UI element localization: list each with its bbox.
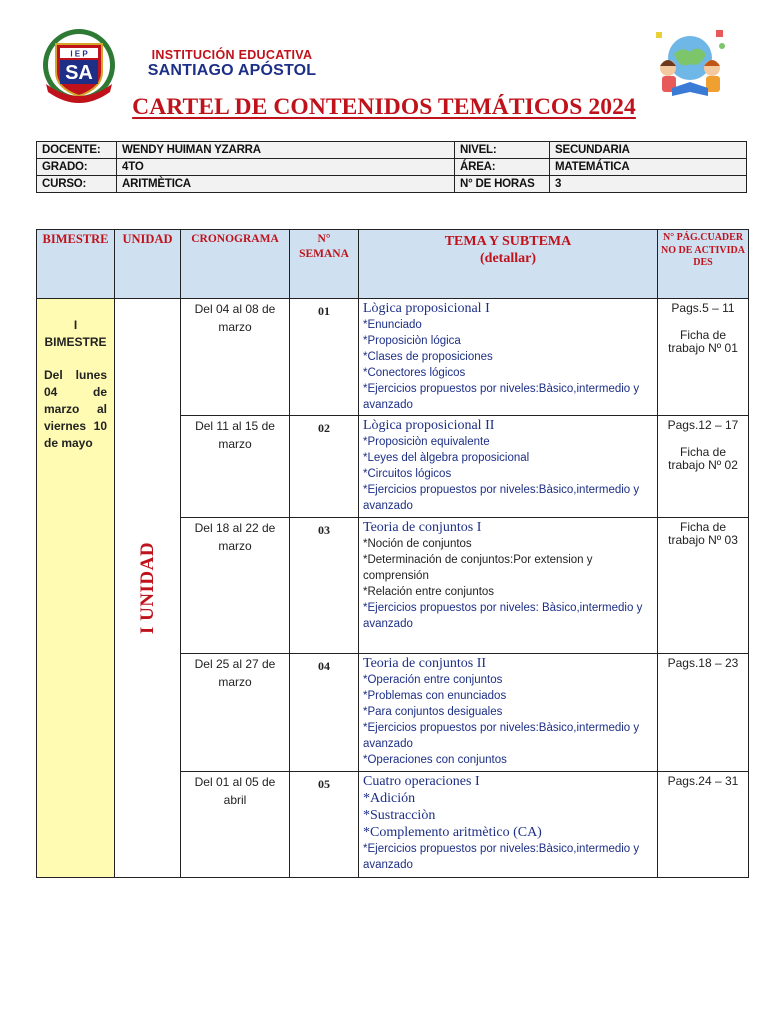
pag-text: Ficha de trabajo Nº 03 xyxy=(668,520,738,547)
bimestre-range-end xyxy=(41,435,110,452)
subtema: *Proposiciòn equivalente xyxy=(363,436,490,448)
semana-cell: 04 xyxy=(290,654,359,772)
horas-label: N° DE HORAS xyxy=(455,176,550,193)
subtema: *Ejercicios propuestos por niveles:Bàsico,intermedio y avanzado xyxy=(363,484,640,512)
pag-cell xyxy=(658,416,749,518)
subtema: *Determinación de conjuntos:Por extension y comprensión xyxy=(363,554,593,582)
subtema: *Operaciones con conjuntos xyxy=(363,754,507,766)
pag-text: Pags.18 – 23 xyxy=(667,656,739,670)
subtema: *Problemas con enunciados xyxy=(363,690,507,702)
bimestre-title xyxy=(41,301,110,351)
semana-cell: 03 xyxy=(290,518,359,654)
institution-line1: INSTITUCIÓN EDUCATIVA xyxy=(151,48,313,62)
grado-label: GRADO: xyxy=(37,159,117,176)
subtema: *Ejercicios propuestos por niveles: Bàsico,intermedio y avanzado xyxy=(363,602,643,630)
docente-value: WENDY HUIMAN YZARRA xyxy=(117,142,455,159)
bimestre-range-line: 04 de xyxy=(44,385,107,399)
pag-text: Ficha de trabajo Nº 01 xyxy=(668,328,738,355)
contents-header-row xyxy=(37,230,749,299)
unidad-cell xyxy=(115,299,181,878)
grado-value: 4TO xyxy=(117,159,455,176)
header-tema-line2: (detallar) xyxy=(480,251,536,266)
pag-cell xyxy=(658,518,749,654)
area-value: MATEMÁTICA xyxy=(550,159,747,176)
tema-title: Teoria de conjuntos I xyxy=(363,520,482,535)
bimestre-range-line: marzo al xyxy=(44,402,107,416)
subtema: *Conectores lógicos xyxy=(363,367,466,379)
page-header xyxy=(0,0,768,130)
header-cronograma: CRONOGRAMA xyxy=(181,230,290,299)
header-tema xyxy=(359,230,658,299)
pag-text: Pags.12 – 17 xyxy=(667,418,739,432)
bimestre-range-line: Del lunes xyxy=(44,368,107,382)
subtema: *Clases de proposiciones xyxy=(363,351,493,363)
subtema: *Para conjuntos desiguales xyxy=(363,706,503,718)
header-unidad: UNIDAD xyxy=(115,230,181,299)
header-tema-line1: TEMA Y SUBTEMA xyxy=(444,234,572,249)
horas-value: 3 xyxy=(550,176,747,193)
cronograma-cell: Del 11 al 15 de marzo xyxy=(181,416,290,518)
header-pag: N° PÁG.CUADERNO DE ACTIVIDADES xyxy=(658,230,749,299)
subtema: *Ejercicios propuestos por niveles:Bàsico,intermedio y avanzado xyxy=(363,843,640,871)
tema-title: Cuatro operaciones I xyxy=(363,774,480,789)
subtema: *Proposiciòn lógica xyxy=(363,335,461,347)
pag-text: Pags.5 – 11 xyxy=(671,301,735,315)
nivel-value: SECUNDARIA xyxy=(550,142,747,159)
docente-label: DOCENTE: xyxy=(37,142,117,159)
cronograma-cell: Del 01 al 05 de abril xyxy=(181,772,290,878)
subtema: *Operación entre conjuntos xyxy=(363,674,503,686)
pag-text: Ficha de trabajo Nº 02 xyxy=(668,445,738,472)
bimestre-range xyxy=(41,367,110,435)
bimestre-range-line: de mayo xyxy=(44,436,93,450)
semana-cell: 02 xyxy=(290,416,359,518)
tema-cell xyxy=(359,518,658,654)
pag-cell xyxy=(658,299,749,416)
tema-title: Teoria de conjuntos II xyxy=(363,656,487,671)
tema-cell xyxy=(359,299,658,416)
subtema: *Relación entre conjuntos xyxy=(363,586,495,598)
pag-cell xyxy=(658,654,749,772)
subtema: *Enunciado xyxy=(363,319,422,331)
tema-cell xyxy=(359,416,658,518)
semana-cell: 05 xyxy=(290,772,359,878)
kids-illustration xyxy=(650,24,730,102)
subtema: *Ejercicios propuestos por niveles:Bàsico,intermedio y avanzado xyxy=(363,722,640,750)
school-logo xyxy=(40,26,118,104)
pag-text: Pags.24 – 31 xyxy=(667,774,739,788)
bimestre-title-line2: BIMESTRE xyxy=(44,335,107,349)
curso-label: CURSO: xyxy=(37,176,117,193)
subtema: *Leyes del àlgebra proposicional xyxy=(363,452,530,464)
info-row xyxy=(37,176,747,193)
unidad-label: I UNIDAD xyxy=(136,541,158,635)
pag-cell xyxy=(658,772,749,878)
info-row xyxy=(37,142,747,159)
bimestre-cell xyxy=(37,299,115,878)
subtema: *Circuitos lógicos xyxy=(363,468,452,480)
institution-name xyxy=(132,48,332,80)
page-title: CARTEL DE CONTENIDOS TEMÁTICOS 2024 xyxy=(132,94,636,120)
course-info-table xyxy=(36,141,747,193)
subtema: *Complemento aritmètico (CA) xyxy=(363,825,542,840)
institution-line2: SANTIAGO APÓSTOL xyxy=(147,62,317,79)
table-row xyxy=(37,299,749,416)
tema-title: Lògica proposicional I xyxy=(363,301,490,316)
header-semana: N° SEMANA xyxy=(290,230,359,299)
curso-value: ARITMÈTICA xyxy=(117,176,455,193)
bimestre-range-line: viernes 10 xyxy=(44,419,107,433)
area-label: ÁREA: xyxy=(455,159,550,176)
bimestre-title-line1: I xyxy=(73,318,78,332)
subtema: *Noción de conjuntos xyxy=(363,538,472,550)
nivel-label: NIVEL: xyxy=(455,142,550,159)
subtema: *Adición xyxy=(363,791,416,806)
subtema: *Sustracciòn xyxy=(363,808,436,823)
contents-table xyxy=(36,229,749,878)
subtema: *Ejercicios propuestos por niveles:Bàsico,intermedio y avanzado xyxy=(363,383,640,411)
tema-cell xyxy=(359,772,658,878)
tema-title: Lògica proposicional II xyxy=(363,418,495,433)
svg-text:I E P: I E P xyxy=(70,49,88,59)
header-bimestre: BIMESTRE xyxy=(37,230,115,299)
svg-text:SA: SA xyxy=(65,62,93,84)
cronograma-cell: Del 18 al 22 de marzo xyxy=(181,518,290,654)
tema-cell xyxy=(359,654,658,772)
cronograma-cell: Del 04 al 08 de marzo xyxy=(181,299,290,416)
cronograma-cell: Del 25 al 27 de marzo xyxy=(181,654,290,772)
info-row xyxy=(37,159,747,176)
semana-cell: 01 xyxy=(290,299,359,416)
